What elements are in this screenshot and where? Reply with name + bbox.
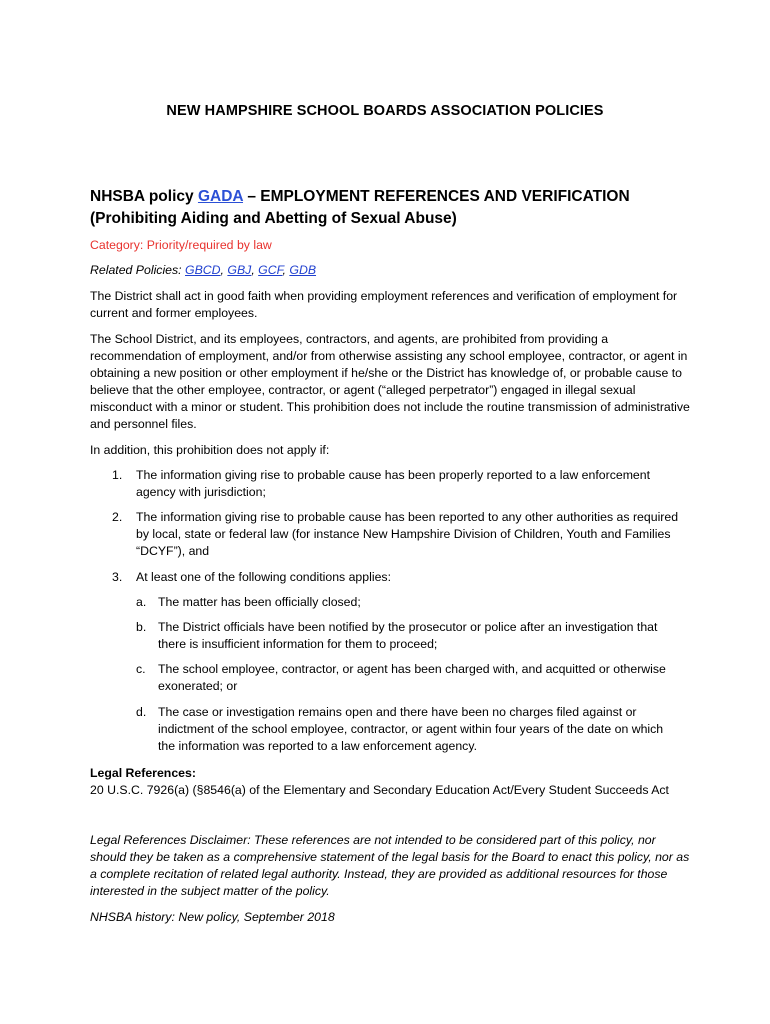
policy-title-suffix: – EMPLOYMENT REFERENCES AND VERIFICATION: [243, 188, 630, 205]
related-link-gdb[interactable]: GDB: [289, 263, 317, 277]
related-separator: ,: [220, 263, 228, 277]
sub-list-item-text: The school employee, contractor, or agent has been charged with, and acquitted or otherwise exonerated; or: [158, 662, 666, 693]
related-link-gbj[interactable]: GBJ: [227, 263, 252, 277]
legal-reference-line: 20 U.S.C. 7926(a) (§8546(a) of the Elementary and Secondary Education Act/Every Student Succeeds Act: [90, 783, 669, 797]
policy-title-prefix: NHSBA policy: [90, 188, 198, 205]
sub-list-marker: b.: [136, 620, 147, 634]
sub-list-item-text: The case or investigation remains open and there have been no charges filed against or indictment of the school employee, contractor, or agent within four years of the date on which the information was reported to a law enforcement agency.: [158, 705, 664, 753]
legal-disclaimer: Legal References Disclaimer: These references are not intended to be considered part of this policy, nor should they be taken as a comprehensive statement of the legal basis for the Board to enact this policy, nor as a complete recitation of related legal authority. Instead, they are provided as additional resources for those interested in the subject matter of the policy.: [90, 833, 690, 898]
document-header: NEW HAMPSHIRE SCHOOL BOARDS ASSOCIATION POLICIES: [166, 103, 604, 119]
policy-title-line1: [90, 186, 710, 208]
policy-code-link[interactable]: GADA: [197, 188, 244, 205]
list-marker: 3.: [112, 570, 123, 584]
list-item-text: The information giving rise to probable cause has been properly reported to a law enforcement agency with jurisdiction;: [136, 468, 651, 499]
list-marker: 1.: [112, 468, 123, 482]
policy-title: [90, 186, 710, 230]
related-link-gbcd[interactable]: GBCD: [185, 263, 221, 277]
legal-references-heading: Legal References:: [90, 766, 196, 780]
paragraph-good-faith: The District shall act in good faith when providing employment references and verification of employment for current and former employees.: [90, 289, 678, 320]
list-item-text: At least one of the following conditions applies:: [136, 570, 391, 584]
paragraph-exceptions-intro: In addition, this prohibition does not apply if:: [90, 443, 330, 457]
related-policies: [90, 262, 690, 279]
policy-title-line2: (Prohibiting Aiding and Abetting of Sexual Abuse): [90, 210, 457, 227]
sub-list-marker: c.: [136, 662, 146, 676]
related-separator: ,: [282, 263, 290, 277]
policy-history: NHSBA history: New policy, September 2018: [90, 910, 335, 924]
list-marker: 2.: [112, 510, 123, 524]
sub-list-marker: d.: [136, 705, 147, 719]
list-item-text: The information giving rise to probable cause has been reported to any other authorities as required by local, state or federal law (for instance New Hampshire Division of Children, Youth and Families “DCYF”), and: [136, 510, 679, 558]
paragraph-prohibition: The School District, and its employees, contractors, and agents, are prohibited from providing a recommendation of employment, and/or from otherwise assisting any school employee, contractor, or agent in obtaining a new position or other employment if he/she or the District has knowledge of, or probable cause to believe that the other employee, contractor, or agent (“alleged perpetrator”) engaged in illegal sexual misconduct with a minor or student. This prohibition does not include the routine transmission of administrative and personnel files.: [90, 332, 690, 431]
related-separator: ,: [251, 263, 259, 277]
related-policies-label: Related Policies:: [90, 263, 186, 277]
sub-list-item-text: The matter has been officially closed;: [158, 595, 361, 609]
sub-list-item-text: The District officials have been notified by the prosecutor or police after an investigation that there is insufficient information for them to proceed;: [158, 620, 658, 651]
related-link-gcf[interactable]: GCF: [258, 263, 283, 277]
sub-list-marker: a.: [136, 595, 147, 609]
policy-category: Category: Priority/required by law: [90, 238, 272, 252]
